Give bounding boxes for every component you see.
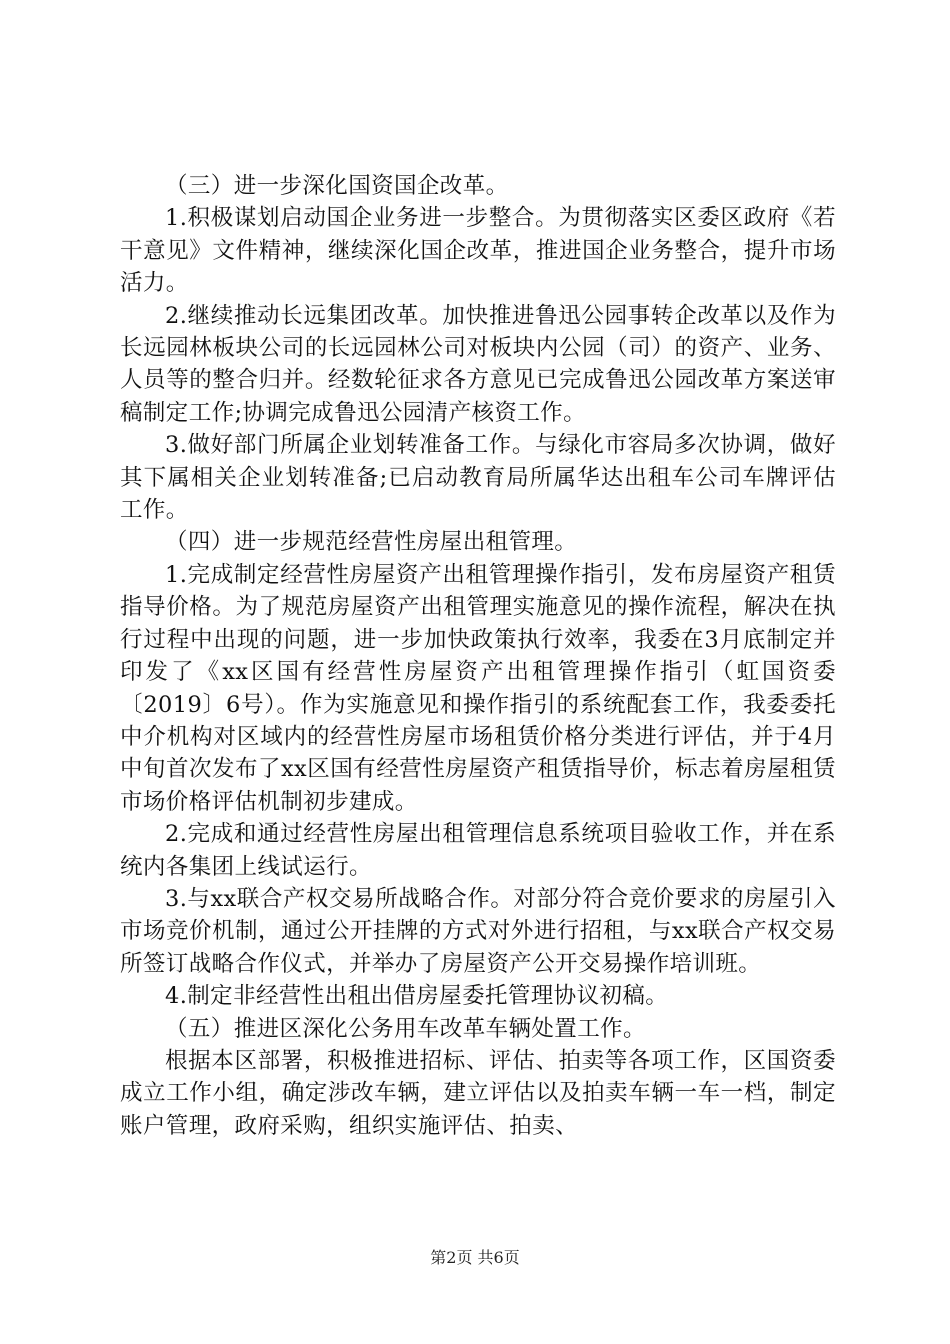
paragraph: 1.完成制定经营性房屋资产出租管理操作指引，发布房屋资产租赁指导价格。为了规范房屋资产出租管理实施意见的操作流程，解决在执行过程中出现的问题，进一步加快政策执行效率，我委在3月底制定并印发了《xx区国有经营性房屋资产出租管理操作指引（虹国资委〔2019〕6号）。作为实施意见和操作指引的系统配套工作，我委委托中介机构对区域内的经营性房屋市场租赁价格分类进行评估，并于4月中旬首次发布了xx区国有经营性房屋资产租赁指导价，标志着房屋租赁市场价格评估机制初步建成。	[120, 561, 836, 815]
page-footer: 第2页 共6页	[430, 1248, 520, 1267]
paragraph: 3.与xx联合产权交易所战略合作。对部分符合竞价要求的房屋引入市场竞价机制，通过公开挂牌的方式对外进行招租，与xx联合产权交易所签订战略合作仪式，并举办了房屋资产公开交易操作培训班。	[120, 885, 836, 977]
paragraph: 3.做好部门所属企业划转准备工作。与绿化市容局多次协调，做好其下属相关企业划转准备;已启动教育局所属华达出租车公司车牌评估工作。	[120, 432, 836, 524]
document-body	[120, 170, 836, 1142]
section-heading-3: （三）进一步深化国资国企改革。	[165, 173, 509, 199]
section-heading-4: （四）进一步规范经营性房屋出租管理。	[165, 529, 578, 556]
paragraph: 2.继续推动长远集团改革。加快推进鲁迅公园事转企改革以及作为长远园林板块公司的长远园林公司对板块内公园（司）的资产、业务、人员等的整合归并。经数轮征求各方意见已完成鲁迅公园改革方案送审稿制定工作;协调完成鲁迅公园清产核资工作。	[120, 302, 836, 426]
section-heading-5: （五）推进区深化公务用车改革车辆处置工作。	[165, 1015, 646, 1042]
paragraph: 4.制定非经营性出租出借房屋委托管理协议初稿。	[165, 983, 669, 1010]
paragraph: 2.完成和通过经营性房屋出租管理信息系统项目验收工作，并在系统内各集团上线试运行。	[120, 821, 836, 880]
paragraph: 1.积极谋划启动国企业务进一步整合。为贯彻落实区委区政府《若干意见》文件精神，继续深化国企改革，推进国企业务整合，提升市场活力。	[120, 205, 836, 297]
paragraph: 根据本区部署，积极推进招标、评估、拍卖等各项工作，区国资委成立工作小组，确定涉改车辆，建立评估以及拍卖车辆一车一档，制定账户管理，政府采购，组织实施评估、拍卖、	[120, 1047, 836, 1139]
